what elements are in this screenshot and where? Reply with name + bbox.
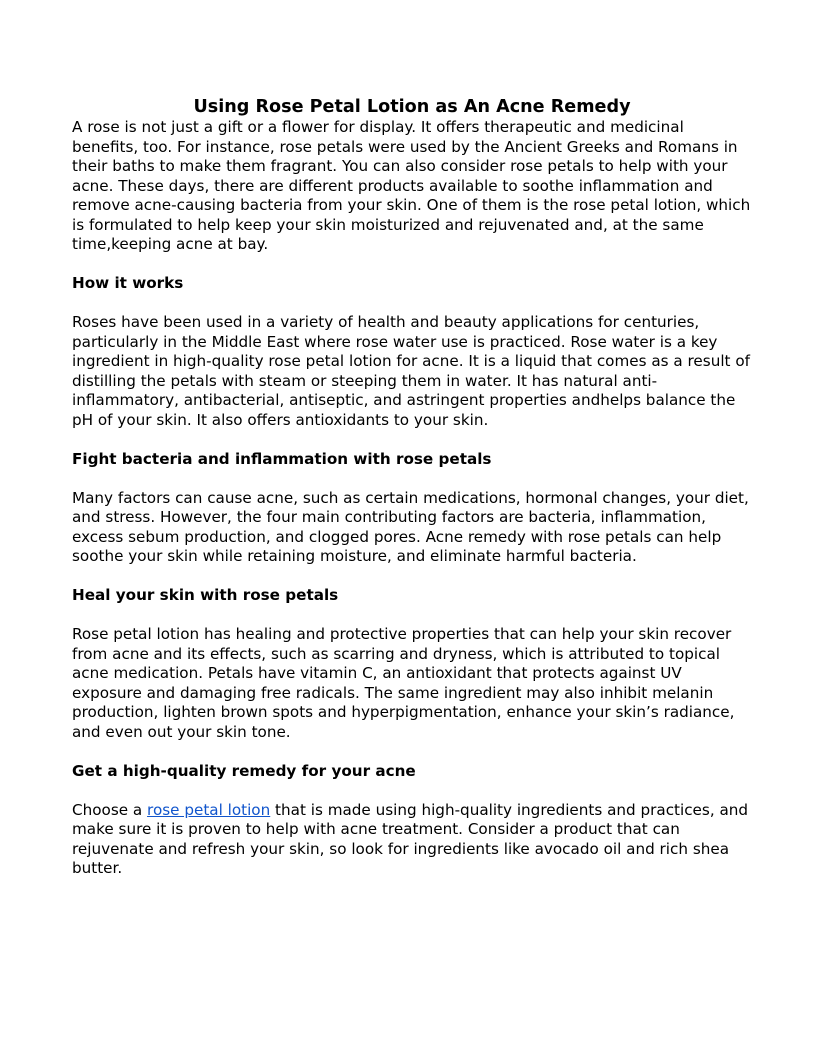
paragraph-spacer <box>72 742 752 762</box>
body-text-before-link: Choose a <box>72 800 148 819</box>
rose-petal-lotion-link[interactable]: rose petal lotion <box>147 800 271 819</box>
body-text-after-link: that is made using high-quality ingredients and practices, and make sure it is proven to help with acne treatment. Consider a product that can rejuvenate and refresh your skin, so look for ingredients like avocado oil and rich shea butter. <box>72 800 749 877</box>
section-heading-get-remedy: Get a high-quality remedy for your acne <box>72 761 416 780</box>
section-heading-heal-skin: Heal your skin with rose petals <box>72 586 339 604</box>
document-title: Using Rose Petal Lotion as An Acne Remedy <box>193 97 631 117</box>
section-heading-how-it-works: How it works <box>72 274 184 292</box>
section-body-get-remedy <box>72 801 752 879</box>
paragraph-spacer <box>72 606 752 626</box>
paragraph-spacer <box>72 294 752 314</box>
document-page <box>72 96 752 879</box>
paragraph-spacer <box>72 255 752 275</box>
section-heading-fight-bacteria: Fight bacteria and inflammation with rose petals <box>72 449 492 468</box>
paragraph-spacer <box>72 567 752 587</box>
section-body-how-it-works: Roses have been used in a variety of health and beauty applications for centuries, particularly in the Middle East where rose water use is practiced. Rose water is a key ingredient in high-quality rose petal lotion for acne. It is a liquid that comes as a result of distilling the petals with steam or steeping them in water. It has natural anti-inflammatory, antibacterial, antiseptic, and astringent properties andhelps balance the pH of your skin. It also offers antioxidants to your skin. <box>72 313 750 429</box>
section-body-fight-bacteria: Many factors can cause acne, such as certain medications, hormonal changes, your diet, and stress. However, the four main contributing factors are bacteria, inflammation, excess sebum production, and clogged pores. Acne remedy with rose petals can help soothe your skin while retaining moisture, and eliminate harmful bacteria. <box>72 488 749 565</box>
section-body-heal-skin: Rose petal lotion has healing and protective properties that can help your skin recover from acne and its effects, such as scarring and dryness, which is attributed to topical acne medication. Petals have vitamin C, an antioxidant that protects against UV exposure and damaging free radicals. The same ingredient may also inhibit melanin production, lighten brown spots and hyperpigmentation, enhance your skin’s radiance, and even out your skin tone. <box>72 625 735 741</box>
paragraph-spacer <box>72 469 752 489</box>
intro-paragraph: A rose is not just a gift or a flower for display. It offers therapeutic and medicinal benefits, too. For instance, rose petals were used by the Ancient Greeks and Romans in their baths to make them fragrant. You can also consider rose petals to help with your acne. These days, there are different products available to soothe inflammation and remove acne-causing bacteria from your skin. One of them is the rose petal lotion, which is formulated to help keep your skin moisturized and rejuvenated and, at the same time,keeping acne at bay. <box>72 118 751 253</box>
paragraph-spacer <box>72 781 752 801</box>
paragraph-spacer <box>72 430 752 450</box>
